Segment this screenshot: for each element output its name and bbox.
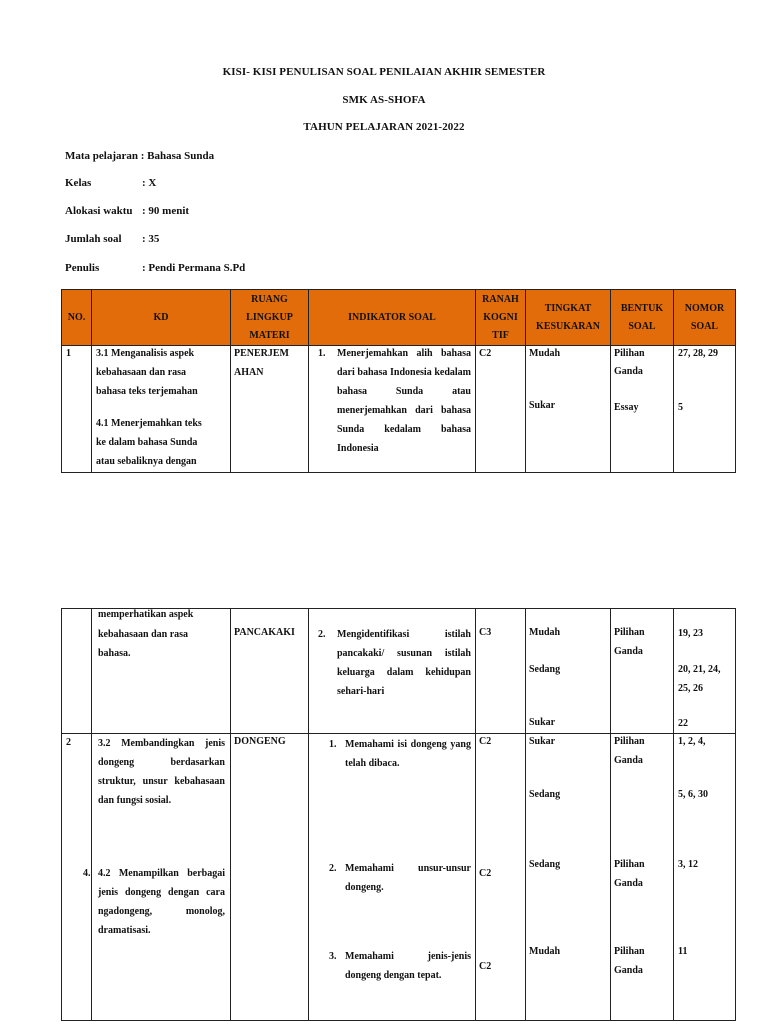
- table-row: [62, 734, 736, 1021]
- ranah-value: C3: [479, 627, 492, 638]
- table-row: [62, 346, 736, 473]
- header-no: NO.: [62, 290, 92, 346]
- bentuk-value: Ganda: [614, 755, 643, 766]
- info-penulis: [65, 262, 246, 274]
- info-alokasi: [65, 205, 190, 217]
- tingkat-value: Sukar: [529, 400, 556, 411]
- info-mapel: [65, 150, 214, 162]
- kd-line: bahasa.: [98, 648, 131, 659]
- indikator-number: 1.: [329, 739, 337, 750]
- bentuk-value: Pilihan: [614, 946, 645, 957]
- bentuk-value: Pilihan: [614, 736, 645, 747]
- header-kd: KD: [92, 290, 231, 346]
- tingkat-value: Sedang: [529, 859, 561, 870]
- kd-line: ke dalam bahasa Sunda: [96, 437, 198, 448]
- header-tingkat: TINGKAT KESUKARAN: [526, 290, 611, 346]
- tingkat-value: Mudah: [529, 627, 561, 638]
- bentuk-value: Essay: [614, 402, 639, 413]
- nomor-value: 20, 21, 24,: [678, 664, 721, 675]
- bentuk-value: Pilihan: [614, 627, 645, 638]
- ranah-value: C2: [479, 961, 492, 972]
- info-kelas-label: Kelas: [65, 177, 92, 189]
- academic-year: TAHUN PELAJARAN 2021-2022: [303, 121, 465, 133]
- tingkat-value: Mudah: [529, 348, 561, 359]
- nomor-value: 5, 6, 30: [678, 789, 708, 800]
- nomor-value: 11: [678, 946, 688, 957]
- nomor-value: 3, 12: [678, 859, 698, 870]
- row-no: 1: [66, 348, 71, 359]
- tingkat-value: Mudah: [529, 946, 561, 957]
- kd-number: 4.: [83, 868, 91, 879]
- header-nomor: NOMOR SOAL: [674, 290, 736, 346]
- indikator-number: 2.: [329, 863, 337, 874]
- bentuk-value: Ganda: [614, 366, 643, 377]
- info-jumlah-label: Jumlah soal: [65, 233, 122, 245]
- row-no: 2: [66, 737, 71, 748]
- kisi-table-page-2: [61, 608, 736, 1021]
- indikator-text: Memahami isi dongeng yang telah dibaca.: [345, 739, 471, 769]
- info-mapel-value: : Bahasa Sunda: [140, 150, 215, 162]
- kd-line: kebahasaan dan rasa: [96, 367, 187, 378]
- indikator-text: Menerjemahkan alih bahasa dari bahasa Indonesia kedalam bahasa Sunda atau menerjemahkan dari bahasa Sunda kedalam bahasa Indonesia: [337, 348, 471, 454]
- info-mapel-label: Mata pelajaran: [65, 150, 139, 162]
- kd-line: bahasa teks terjemahan: [96, 386, 198, 397]
- nomor-value: 5: [678, 402, 683, 413]
- school-name: SMK AS-SHOFA: [342, 94, 426, 106]
- indikator-text: Memahami unsur-unsur dongeng.: [345, 863, 471, 893]
- bentuk-value: Ganda: [614, 965, 643, 976]
- header-bentuk: BENTUK SOAL: [611, 290, 674, 346]
- tingkat-value: Sukar: [529, 736, 556, 747]
- ruang-line: PENERJEM: [234, 348, 289, 359]
- nomor-value: 1, 2, 4,: [678, 736, 706, 747]
- tingkat-value: Sedang: [529, 789, 561, 800]
- indikator-number: 3.: [329, 951, 337, 962]
- info-kelas-value: : X: [142, 177, 157, 189]
- info-jumlah-value: : 35: [142, 233, 160, 245]
- bentuk-value: Pilihan: [614, 348, 645, 359]
- indikator-number: 2.: [318, 629, 326, 640]
- header-ruang: RUANG LINGKUP MATERI: [231, 290, 309, 346]
- bentuk-value: Pilihan: [614, 859, 645, 870]
- info-kelas: [65, 177, 157, 189]
- kd-line: 3.1 Menganalisis aspek: [96, 348, 195, 359]
- table-row: [62, 609, 736, 734]
- bentuk-value: Ganda: [614, 878, 643, 889]
- ranah-value: C2: [479, 868, 492, 879]
- tingkat-value: Sukar: [529, 717, 556, 728]
- bentuk-value: Ganda: [614, 646, 643, 657]
- nomor-value: 27, 28, 29: [678, 348, 718, 359]
- indikator-text: Mengidentifikasi istilah pancakaki/ susunan istilah keluarga dalam kehidupan sehari-hari: [337, 629, 471, 697]
- tingkat-value: Sedang: [529, 664, 561, 675]
- info-penulis-label: Penulis: [65, 262, 100, 274]
- table-header-row: [62, 290, 736, 346]
- kd-line: atau sebaliknya dengan: [96, 456, 197, 467]
- indikator-number: 1.: [318, 348, 326, 359]
- info-penulis-value: : Pendi Permana S.Pd: [142, 262, 246, 274]
- kisi-table-page-1: [61, 289, 736, 473]
- document-title: KISI- KISI PENULISAN SOAL PENILAIAN AKHIR SEMESTER: [222, 66, 546, 78]
- header-ranah: RANAH KOGNI TIF: [476, 290, 526, 346]
- kd-text: 3.2 Membandingkan jenis dongeng berdasarkan struktur, unsur kebahasaan dan fungsi sosial.: [98, 738, 225, 806]
- indikator-text: Memahami jenis-jenis dongeng dengan tepat.: [345, 951, 471, 981]
- ruang-value: PANCAKAKI: [234, 627, 295, 638]
- kd-line: memperhatikan aspek: [98, 609, 194, 620]
- kd-line: 4.1 Menerjemahkan teks: [96, 418, 202, 429]
- nomor-value: 22: [678, 718, 688, 729]
- ruang-line: AHAN: [234, 367, 264, 378]
- nomor-value: 19, 23: [678, 628, 703, 639]
- ranah-value: C2: [479, 348, 492, 359]
- kd-text: 4.2 Menampilkan berbagai jenis dongeng dengan cara ngadongeng, monolog, dramatisasi.: [98, 868, 225, 936]
- header-indikator: INDIKATOR SOAL: [309, 290, 476, 346]
- ranah-value: C2: [479, 736, 492, 747]
- ruang-value: DONGENG: [234, 736, 286, 747]
- info-jumlah: [65, 233, 160, 245]
- info-alokasi-label: Alokasi waktu: [65, 205, 133, 217]
- info-alokasi-value: : 90 menit: [142, 205, 190, 217]
- kd-line: kebahasaan dan rasa: [98, 629, 189, 640]
- nomor-value: 25, 26: [678, 683, 703, 694]
